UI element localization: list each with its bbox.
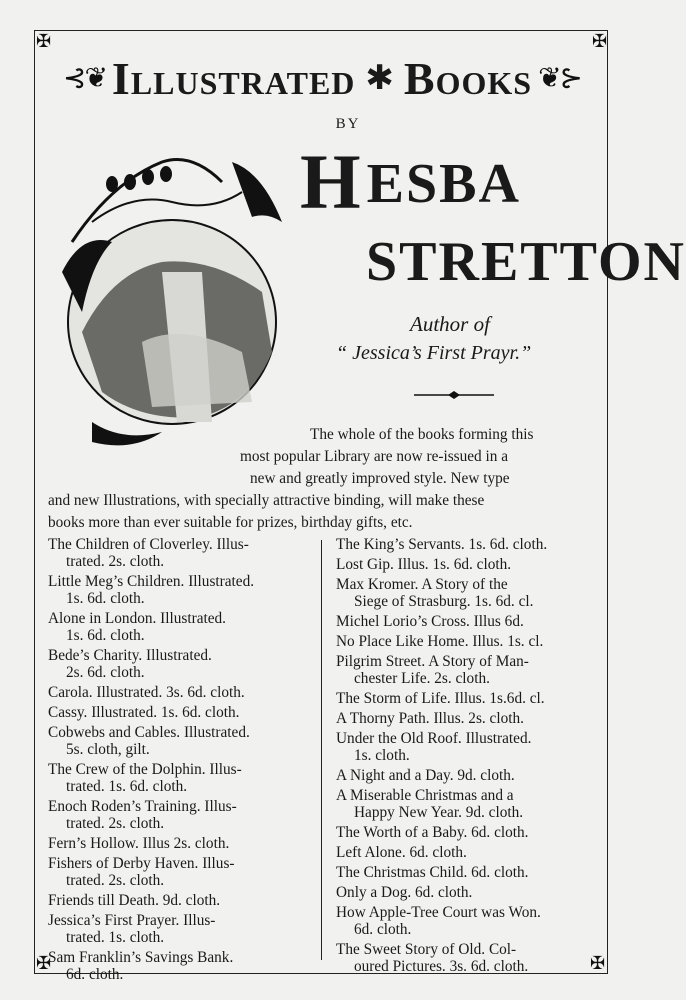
author-initial: H <box>300 138 363 225</box>
book-entry <box>336 730 594 764</box>
book-entry-line: 2s. 6d. cloth. <box>66 664 145 681</box>
book-entry-line: Happy New Year. 9d. cloth. <box>354 804 524 821</box>
book-entry-line: chester Life. 2s. cloth. <box>354 670 490 687</box>
book-entry-line: Left Alone. 6d. cloth. <box>336 844 467 861</box>
book-entry <box>336 653 594 687</box>
book-entry-line: oured Pictures. 3s. 6d. cloth. <box>354 958 529 975</box>
book-entry <box>336 941 594 975</box>
book-entry <box>48 761 306 795</box>
book-list-left <box>48 536 306 986</box>
book-entry-line: Only a Dog. 6d. cloth. <box>336 884 473 901</box>
book-entry-line: Friends till Death. 9d. cloth. <box>48 892 221 909</box>
book-entry <box>336 556 594 573</box>
book-entry-line: trated. 2s. cloth. <box>66 872 165 889</box>
book-entry-line: The Sweet Story of Old. Col- <box>336 941 517 958</box>
book-entry <box>336 613 594 630</box>
book-entry <box>48 573 306 607</box>
book-entry-line: The Children of Cloverley. Illus- <box>48 536 249 553</box>
book-entry <box>48 835 306 852</box>
book-entry-line: Michel Lorio’s Cross. Illus 6d. <box>336 613 524 630</box>
book-entry <box>48 724 306 758</box>
corner-ornament-icon: ✠ <box>36 31 52 51</box>
corner-ornament-icon: ✠ <box>590 953 606 973</box>
book-entry-line: Cobwebs and Cables. Illustrated. <box>48 724 250 741</box>
page-title <box>52 48 592 108</box>
book-entry-line: 1s. 6d. cloth. <box>66 590 145 607</box>
book-entry-line: Carola. Illustrated. 3s. 6d. cloth. <box>48 684 245 701</box>
title-word-books: Books <box>403 52 533 104</box>
book-entry <box>336 576 594 610</box>
title-word-illustrated: Illustrated <box>111 52 356 104</box>
book-entry-line: 1s. cloth. <box>354 747 410 764</box>
book-entry-line: Fishers of Derby Haven. Illus- <box>48 855 235 872</box>
book-entry <box>336 844 594 861</box>
book-entry-line: Sam Franklin’s Savings Bank. <box>48 949 234 966</box>
book-entry <box>336 824 594 841</box>
flourish-right-icon: ❦⊱ <box>538 63 581 94</box>
book-entry-line: Cassy. Illustrated. 1s. 6d. cloth. <box>48 704 240 721</box>
book-entry-line: Lost Gip. Illus. 1s. 6d. cloth. <box>336 556 512 573</box>
book-entry <box>48 536 306 570</box>
book-entry <box>336 884 594 901</box>
book-entry <box>336 690 594 707</box>
book-entry-line: trated. 2s. cloth. <box>66 553 165 570</box>
author-surname: STRETTON <box>366 231 686 293</box>
by-label: BY <box>335 116 361 132</box>
book-entry <box>336 787 594 821</box>
book-entry-line: The Crew of the Dolphin. Illus- <box>48 761 242 778</box>
book-entry <box>48 798 306 832</box>
book-entry-line: Enoch Roden’s Training. Illus- <box>48 798 237 815</box>
book-entry <box>48 684 306 701</box>
book-entry-line: The Storm of Life. Illus. 1s.6d. cl. <box>336 690 545 707</box>
book-entry <box>336 864 594 881</box>
book-entry-line: Alone in London. Illustrated. <box>48 610 227 627</box>
flourish-left-icon: ⊰❦ <box>63 63 106 94</box>
book-entry-line: How Apple-Tree Court was Won. <box>336 904 541 921</box>
book-entry-line: Jessica’s First Prayer. Illus- <box>48 912 216 929</box>
book-entry-line: Pilgrim Street. A Story of Man- <box>336 653 529 670</box>
author-of-title: “ Jessica’s First Prayr.” <box>336 342 532 364</box>
book-entry-line: trated. 1s. cloth. <box>66 929 165 946</box>
book-entry <box>48 912 306 946</box>
book-entry-line: Little Meg’s Children. Illustrated. <box>48 573 255 590</box>
intro-line: The whole of the books forming this <box>310 426 534 443</box>
book-entry <box>336 767 594 784</box>
book-entry-line: Max Kromer. A Story of the <box>336 576 508 593</box>
book-entry <box>48 647 306 681</box>
book-entry-line: trated. 2s. cloth. <box>66 815 165 832</box>
book-entry-line: 6d. cloth. <box>66 966 124 983</box>
book-entry-line: No Place Like Home. Illus. 1s. cl. <box>336 633 544 650</box>
author-first-name <box>300 138 521 225</box>
column-divider <box>321 540 322 960</box>
book-entry-line: Bede’s Charity. Illustrated. <box>48 647 212 664</box>
book-entry-line: Siege of Strasburg. 1s. 6d. cl. <box>354 593 534 610</box>
intro-line: new and greatly improved style. New type <box>250 470 510 487</box>
book-entry-line: Fern’s Hollow. Illus 2s. cloth. <box>48 835 230 852</box>
book-entry <box>48 855 306 889</box>
book-entry-line: A Thorny Path. Illus. 2s. cloth. <box>336 710 524 727</box>
book-entry-line: The Worth of a Baby. 6d. cloth. <box>336 824 529 841</box>
corner-ornament-icon: ✠ <box>592 31 608 51</box>
book-list-right <box>336 536 594 978</box>
book-entry <box>336 536 594 553</box>
book-entry <box>336 633 594 650</box>
book-entry-line: The Christmas Child. 6d. cloth. <box>336 864 529 881</box>
corner-ornament-icon: ✠ <box>36 953 52 973</box>
intro-line: most popular Library are now re-issued in a <box>240 448 509 465</box>
book-entry <box>48 610 306 644</box>
book-entry <box>336 710 594 727</box>
intro-line: and new Illustrations, with specially attractive binding, will make these <box>48 492 485 509</box>
book-entry-line: A Night and a Day. 9d. cloth. <box>336 767 515 784</box>
book-entry-line: 6d. cloth. <box>354 921 412 938</box>
book-entry-line: Under the Old Roof. Illustrated. <box>336 730 532 747</box>
book-entry <box>336 904 594 938</box>
title-star-icon: ✱ <box>365 60 394 97</box>
book-entry <box>48 949 306 983</box>
intro-paragraph <box>48 424 592 534</box>
waterfall-illustration <box>52 122 302 462</box>
author-of-label: Author of <box>410 312 490 336</box>
book-entry <box>48 704 306 721</box>
divider-ornament-icon <box>414 390 494 400</box>
book-entry <box>48 892 306 909</box>
intro-line: books more than ever suitable for prizes, birthday gifts, etc. <box>48 514 413 531</box>
author-first-name-rest: ESBA <box>366 153 521 215</box>
book-entry-line: The King’s Servants. 1s. 6d. cloth. <box>336 536 548 553</box>
book-entry-line: 5s. cloth, gilt. <box>66 741 150 758</box>
book-entry-line: trated. 1s. 6d. cloth. <box>66 778 188 795</box>
book-entry-line: 1s. 6d. cloth. <box>66 627 145 644</box>
book-entry-line: A Miserable Christmas and a <box>336 787 514 804</box>
